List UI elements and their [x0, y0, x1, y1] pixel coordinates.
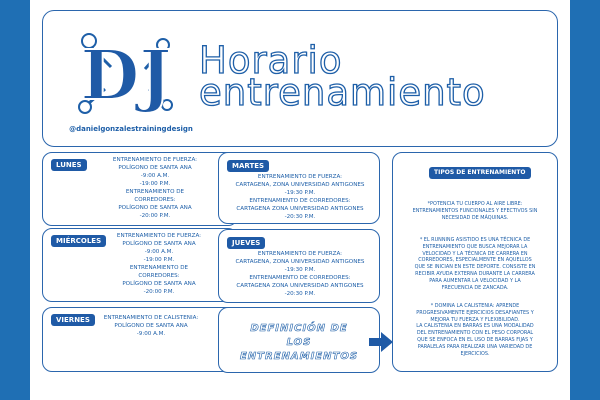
day-badge-miercoles: MIÉRCOLES: [51, 235, 106, 247]
tipos-line: *POTENCIA TU CUERPO AL AIRE LIBRE:: [427, 201, 523, 207]
day-card-viernes: [42, 307, 238, 372]
tipos-line: VELOCIDAD Y LA TÉCNICA DE CARRERA EN: [422, 250, 528, 257]
tipos-line: * EL RUNNING ASISTIDO ES UNA TÉCNICA DE: [419, 237, 531, 243]
entry-line: CARTAGENA ZONA UNIVERSIDAD ANTIGONES: [236, 283, 364, 289]
day-badge-viernes: VIERNES: [51, 314, 95, 326]
page-title: [199, 39, 559, 114]
entry-line: ENTRENAMIENTO DE CORREDORES:: [249, 198, 351, 204]
tipos-line: FRECUENCIA DE ZANCADA.: [441, 284, 509, 291]
tipos-line: PROGRESIVAMENTE EJERCICIOS DESAFIANTES Y: [416, 309, 534, 316]
entry-line: CORREDORES:: [138, 273, 180, 279]
entry-line: ENTRENAMIENTO DE FUERZA:: [112, 157, 198, 163]
entry-line: -9:00 A.M.: [140, 173, 170, 179]
logo-letters: DJ: [80, 36, 172, 116]
tipos-line: EJERCICIOS.: [460, 350, 490, 357]
day-card-martes: [218, 152, 380, 224]
definition-card: [218, 307, 380, 373]
logo-icon: [71, 19, 181, 129]
training-types-card: [392, 152, 558, 372]
entry-line: ENTRENAMIENTO DE: [129, 265, 189, 271]
entry-line: -19:00 P.M.: [143, 257, 175, 263]
day-card-lunes: [42, 152, 238, 226]
tipos-line: QUE SE ENFOCA EN EL USO DE BARRAS FIJAS Y: [417, 336, 533, 343]
day-badge-martes: MARTES: [227, 160, 269, 172]
entry-line: -20:30 P.M.: [284, 214, 316, 220]
entry-line: -20:00 P.M.: [139, 213, 171, 219]
tipos-line: ENTRENAMIENTO QUE BUSCA MEJORAR LA: [422, 243, 528, 250]
tipos-line: MEJORA TU FUERZA Y FLEXIBILIDAD.: [430, 316, 520, 323]
tipos-line: PARA AUMENTAR LA VELOCIDAD Y LA: [429, 277, 521, 284]
tipos-line: PARALELAS PARA REALIZAR UNA VARIEDAD DE: [417, 343, 533, 350]
entry-line: ENTRENAMIENTO DE FUERZA:: [257, 174, 343, 180]
tipos-line: DEL ENTRENAMIENTO CON EL PESO CORPORAL: [416, 330, 534, 337]
definition-line: ENTRENAMIENTOS: [239, 351, 359, 362]
entry-line: POLÍGONO DE SANTA ANA: [118, 165, 192, 171]
schedule-sheet: [30, 0, 570, 400]
definition-line: DEFINICIÓN DE: [250, 323, 348, 334]
entry-line: ENTRENAMIENTO DE CALISTENIA:: [103, 315, 199, 321]
entry-line: ENTRENAMIENTO DE FUERZA:: [257, 251, 343, 257]
title-line-1: Horario: [199, 39, 343, 82]
entry-line: -19:00 P.M.: [139, 181, 171, 187]
title-line-2: entrenamiento: [199, 71, 486, 114]
training-type-outdoor: [399, 201, 551, 221]
instagram-handle: @danielgonzalestrainingdesign: [69, 125, 193, 133]
day-entry-viernes: [91, 314, 211, 338]
entry-line: POLÍGONO DE SANTA ANA: [118, 205, 192, 211]
day-badge-jueves: JUEVES: [227, 237, 265, 249]
day-entry-martes: [223, 173, 377, 221]
entry-line: -19:30 P.M.: [284, 190, 316, 196]
arrow-right-icon: [369, 332, 393, 352]
entry-line: CORREDORES:: [134, 197, 176, 203]
entry-line: ENTRENAMIENTO DE FUERZA:: [116, 233, 202, 239]
entry-line: -20:00 P.M.: [143, 289, 175, 295]
entry-line: ENTRENAMIENTO DE: [125, 189, 185, 195]
entry-line: POLÍGONO DE SANTA ANA: [114, 323, 188, 329]
entry-line: -9:00 A.M.: [144, 249, 174, 255]
training-type-calistenia: [399, 303, 551, 357]
day-card-jueves: [218, 229, 380, 303]
entry-line: -9:00 A.M.: [136, 331, 166, 337]
day-entry-lunes: [95, 156, 215, 220]
tipos-line: ENTRENAMIENTOS FUNCIONALES Y EFECTIVOS SIN: [412, 207, 538, 214]
training-type-running: [399, 237, 551, 291]
header-card: [42, 10, 558, 147]
entry-line: CARTAGENA, ZONA UNIVERSIDAD ANTIGONES: [235, 182, 365, 188]
tipos-line: QUE SE INICIAN EN ESTE DEPORTE. CONSISTE EN: [414, 264, 536, 271]
tipos-line: LA CALISTENIA EN BARRAS ES UNA MODALIDAD: [416, 323, 534, 330]
entry-line: CARTAGENA, ZONA UNIVERSIDAD ANTIGONES: [235, 259, 365, 265]
day-card-miercoles: [42, 228, 238, 302]
definition-heading: [219, 322, 379, 364]
entry-line: ENTRENAMIENTO DE CORREDORES:: [249, 275, 351, 281]
entry-line: CARTAGENA ZONA UNIVERSIDAD ANTIGONES: [236, 206, 364, 212]
entry-line: POLÍGONO DE SANTA ANA: [122, 241, 196, 247]
day-entry-jueves: [223, 250, 377, 298]
definition-line: LOS: [286, 337, 312, 348]
tipos-line: NECESIDAD DE MÁQUINAS.: [441, 214, 509, 221]
day-badge-lunes: LUNES: [51, 159, 87, 171]
entry-line: -20:30 P.M.: [284, 291, 316, 297]
tipos-line: RECIBIR AYUDA EXTERNA DURANTE LA CARRERA: [415, 270, 535, 277]
entry-line: -19:30 P.M.: [284, 267, 316, 273]
tipos-line: * DOMINA LA CALISTENIA: APRENDE: [430, 303, 520, 309]
day-entry-miercoles: [99, 232, 219, 296]
tipos-line: CORREDORES, ESPECIALMENTE EN AQUELLOS: [418, 257, 532, 264]
entry-line: POLÍGONO DE SANTA ANA: [122, 281, 196, 287]
training-types-badge: TIPOS DE ENTRENAMIENTO: [429, 167, 531, 179]
